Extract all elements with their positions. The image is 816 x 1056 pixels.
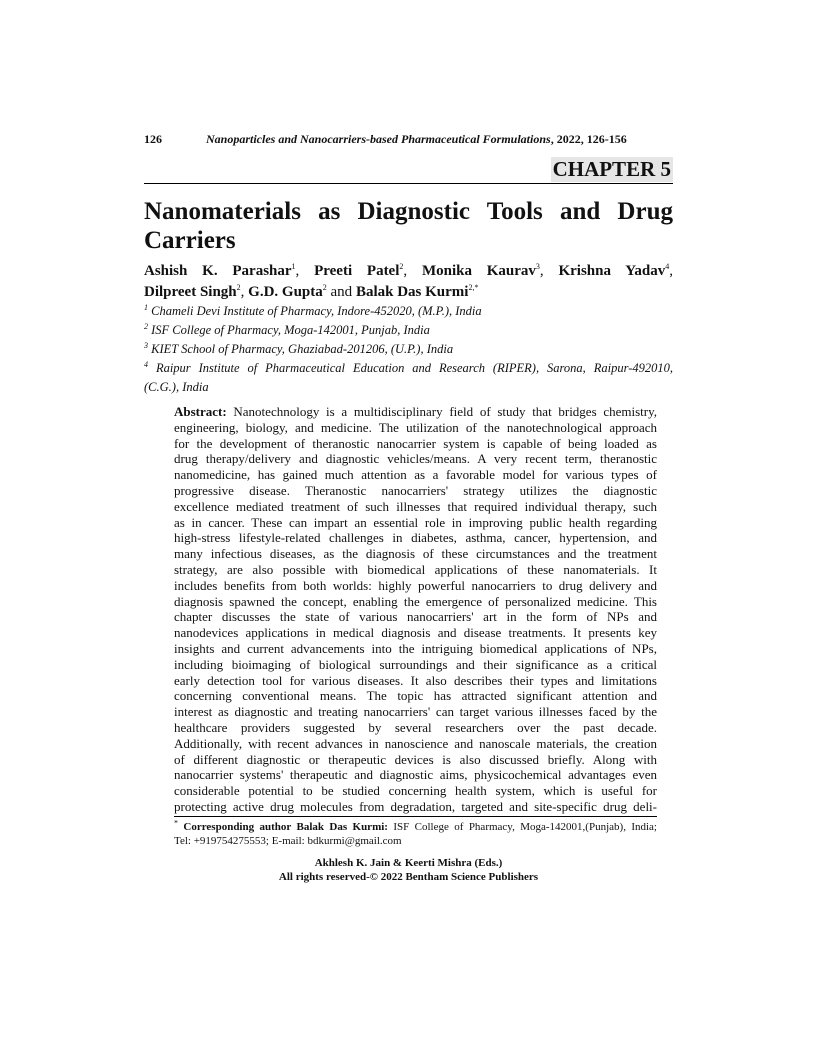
abstract-text: Nanotechnology is a multidisciplinary field of study that bridges chemistry,: [226, 404, 657, 419]
and-text: and: [330, 284, 353, 300]
footnote-line: [174, 820, 657, 834]
abstract: [174, 404, 657, 815]
abstract-line: [174, 499, 657, 515]
abstract-text: nanocarrier systems' therapeutic and diagnostic aims, physicochemical advantages even: [174, 767, 657, 783]
abstract-line: [174, 436, 657, 452]
abstract-text: of different diagnostic or therapeutic devices is also discussed briefly. Along with: [174, 751, 657, 767]
abstract-text: excellence mediated treatment of such illnesses that required individual therapy, such: [174, 498, 657, 514]
affil-num: 2: [144, 321, 148, 331]
abstract-line: [174, 562, 657, 578]
author: G.D. Gupta: [248, 284, 323, 300]
abstract-line: [174, 546, 657, 562]
affil-sup: 1: [291, 262, 296, 271]
abstract-text: insights and current advancements into the intriguing biomedical applications of NPs,: [174, 640, 657, 656]
author-line: Dilpreet Singh$^2$, G.D. Gupta$^2$ and Balak Das Kurmi$^{2,*}$: [144, 283, 479, 300]
abstract-line: [174, 736, 657, 752]
author: Monika Kaurav: [421, 263, 536, 279]
abstract-line: [174, 704, 657, 720]
abstract-line: [174, 609, 657, 625]
affil-text: ISF College of Pharmacy, Moga-142001, Punjab, India: [151, 323, 430, 337]
abstract-text: for the development of theranostic nanocarrier system is capable of being loaded as: [174, 435, 657, 451]
affiliation: [144, 302, 673, 321]
affil-text: Chameli Devi Institute of Pharmacy, Indore-452020, (M.P.), India: [151, 304, 482, 318]
footnote: [174, 820, 657, 848]
affil-sup: 2: [322, 283, 327, 292]
abstract-line: [174, 673, 657, 689]
abstract-text: includes benefits from both worlds: highly powerful nanocarriers to drug delivery and: [174, 577, 657, 593]
affil-num: 1: [144, 302, 148, 312]
abstract-text: protecting active drug molecules from degradation, targeted and site-specific drug deli-: [174, 798, 657, 814]
affiliation: [144, 321, 673, 340]
abstract-text: concerning conventional means. The topic has attracted significant attention and: [174, 688, 657, 704]
title-line: Nanomaterials as Diagnostic Tools and Drug: [144, 198, 673, 225]
abstract-text: Additionally, with recent advances in nanoscience and nanoscale materials, the creation: [174, 735, 657, 751]
affil-num: 3: [144, 340, 148, 350]
abstract-line: [174, 767, 657, 783]
abstract-text: many infectious diseases, as the diagnosis of these circumstances and the treatment: [174, 546, 657, 562]
abstract-text: early detection tool for various diseases. It also describes their types and limitations: [174, 672, 657, 688]
footnote-mark: *: [174, 818, 178, 828]
abstract-text: engineering, biology, and medicine. The utilization of the nanotechnological approach: [174, 419, 657, 435]
abstract-line: [174, 420, 657, 436]
affil-sup: 3: [535, 262, 540, 271]
affil-text: KIET School of Pharmacy, Ghaziabad-201206, (U.P.), India: [151, 342, 454, 356]
abstract-text: nanodevices applications in medical diagnosis and disease treatments. It presents key: [174, 625, 657, 641]
abstract-line: [174, 657, 657, 673]
abstract-line: [174, 451, 657, 467]
author-list: [144, 261, 673, 303]
chapter-label: CHAPTER 5: [552, 157, 671, 181]
author: Balak Das Kurmi: [355, 284, 469, 300]
abstract-line: [174, 783, 657, 799]
abstract-text: nanomedicine, has gained much attention as a favorable model for various types of: [174, 467, 657, 483]
abstract-line: [174, 515, 657, 531]
journal-year-pages: , 2022, 126-156: [550, 132, 627, 146]
chapter-title: [144, 197, 673, 255]
abstract-line: [174, 641, 657, 657]
affil-sup: 2: [399, 262, 404, 271]
abstract-line: [174, 594, 657, 610]
abstract-line: [174, 483, 657, 499]
editor-credits: [144, 856, 673, 884]
abstract-line: [174, 530, 657, 546]
abstract-text: including bioimaging of biological surroundings and their significance as a critical: [174, 656, 657, 672]
abstract-text: considerable potential to be studied concerning health system, which is useful for: [174, 783, 657, 799]
author: Dilpreet Singh: [144, 284, 237, 300]
abstract-text: strategy, are also possible with biomedical applications of these nanomaterials. It: [174, 561, 657, 577]
affil-num: 4: [144, 359, 148, 369]
abstract-text: high-stress lifestyle-related challenges in diabetes, asthma, cancer, hypertension, and: [174, 530, 657, 546]
affiliation: [144, 340, 673, 359]
abstract-text: progressive disease. Theranostic nanocarriers' strategy utilizes the diagnostic: [174, 482, 657, 498]
abstract-line: [174, 752, 657, 768]
abstract-text: interest as diagnostic and treating nanocarriers' can target various illnesses faced by the: [174, 704, 657, 720]
affil-sup: 2,*: [468, 283, 479, 292]
abstract-text: drug therapy/delivery and diagnostic vehicles/means. A very recent term, theranostic: [174, 451, 657, 467]
abstract-line: [174, 625, 657, 641]
abstract-line: [174, 404, 657, 420]
abstract-label: Abstract:: [174, 404, 227, 419]
abstract-line: [174, 467, 657, 483]
title-line: Carriers: [144, 227, 236, 254]
affil-line: [144, 359, 673, 378]
affil-text: Raipur Institute of Pharmaceutical Education and Research (RIPER), Sarona, Raipur-492010,: [155, 361, 673, 375]
footnote-divider: [174, 816, 657, 817]
abstract-line: [174, 688, 657, 704]
affiliation: [144, 359, 673, 397]
abstract-text: diagnosis spawned the concept, enabling the emergence of personalized medicine. This: [174, 593, 657, 609]
copyright: All rights reserved-© 2022 Bentham Science Publishers: [278, 871, 539, 883]
abstract-text: chapter discusses the state of various nanocarriers' art in the form of NPs and: [174, 609, 657, 625]
abstract-line: [174, 799, 657, 815]
author: Preeti Patel: [314, 263, 400, 279]
page-number: 126: [144, 132, 162, 146]
footnote-contact: Tel: +919754275553; E-mail: bdkurmi@gmail.com: [174, 835, 402, 847]
affil-sup: 2: [236, 283, 241, 292]
abstract-text: healthcare providers suggested by several researchers over the past decade.: [174, 719, 657, 735]
abstract-line: [174, 578, 657, 594]
affil-text: (C.G.), India: [144, 380, 209, 394]
footnote-label: Corresponding author Balak Das Kurmi:: [183, 821, 388, 833]
author: Krishna Yadav: [558, 263, 666, 279]
author-line: Ashish K. Parashar$^1$, Preeti Patel$^2$, Monika Kaurav$^3$, Krishna Yadav$^4$,: [144, 262, 673, 279]
affil-sup: 4: [665, 262, 670, 271]
footnote-text: ISF College of Pharmacy, Moga-142001,(Punjab), India;: [387, 821, 657, 833]
author: Ashish K. Parashar: [144, 263, 292, 279]
affiliations: [144, 302, 673, 397]
journal-title: Nanoparticles and Nanocarriers-based Pharmaceutical Formulations: [206, 132, 551, 146]
editors: Akhlesh K. Jain & Keerti Mishra (Eds.): [314, 857, 503, 869]
abstract-text: as in cancer. These can impart an essential role in improving public health regarding: [174, 514, 657, 530]
divider: [144, 183, 673, 184]
abstract-line: [174, 720, 657, 736]
journal-citation: [206, 132, 627, 147]
